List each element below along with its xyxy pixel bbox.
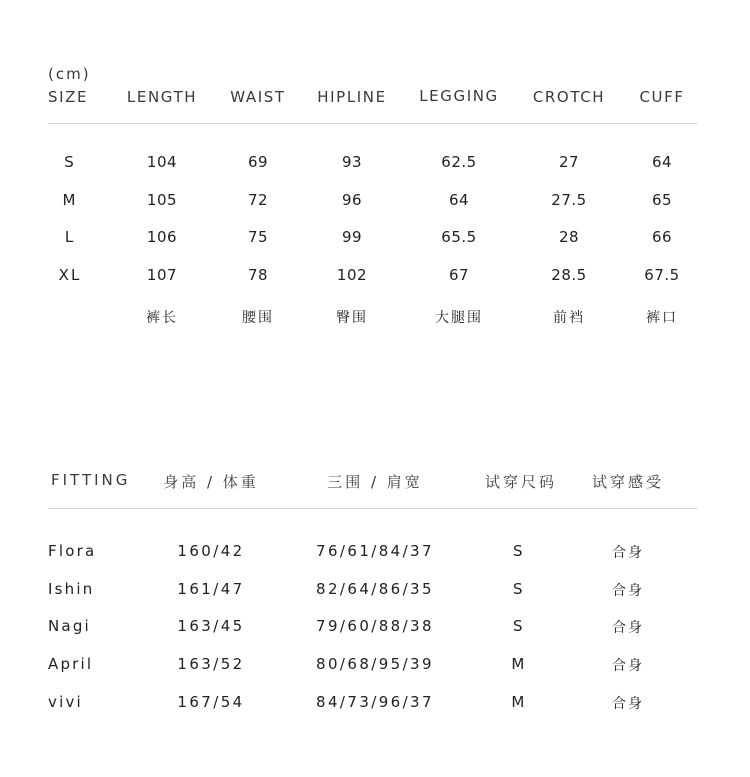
size-cell-crotch: 28 [558,228,580,246]
fitting-cell-trial-feel: 合身 [612,696,644,712]
fitting-cell-trial-feel: 合身 [612,658,644,674]
size-cell-cuff: 65 [651,191,673,209]
fitting-cell-trial-size: S [513,617,525,635]
size-cell-cuff: 66 [651,228,673,246]
header-measurements: 三围 / 肩宽 [327,473,423,491]
size-cell-length: 105 [146,191,178,209]
size-cell-waist: 75 [247,228,269,246]
fitting-cell-trial-feel: 合身 [612,620,644,636]
cn-label-length: 裤长 [146,310,178,326]
header-cuff: CUFF [639,88,685,106]
cn-label-crotch: 前裆 [553,310,585,326]
size-cell-hipline: 96 [341,191,363,209]
unit-label: (cm) [48,65,91,83]
size-cell-size: M [62,191,78,209]
header-hipline: HIPLINE [317,88,387,106]
fitting-cell-trial-size: M [511,693,527,711]
fitting-cell-height-weight: 161/47 [177,580,245,598]
size-cell-legging: 62.5 [441,153,477,171]
header-trial-size: 试穿尺码 [484,473,558,491]
fitting-cell-trial-size: M [511,655,527,673]
header-legging: LEGGING [419,87,499,105]
fitting-cell-trial-size: S [513,580,525,598]
size-cell-hipline: 102 [336,266,368,284]
fitting-cell-model-name: Ishin [48,580,95,598]
fitting-cell-trial-size: S [513,542,525,560]
fitting-cell-height-weight: 167/54 [177,693,245,711]
size-cell-length: 107 [146,266,178,284]
size-cell-waist: 78 [247,266,269,284]
size-cell-waist: 72 [247,191,269,209]
fitting-cell-model-name: April [48,655,94,673]
header-fitting: FITTING [51,471,131,489]
size-cell-size: L [64,228,76,246]
size-cell-hipline: 93 [341,153,363,171]
size-cell-length: 104 [146,153,178,171]
size-cell-size: XL [58,266,82,284]
size-cell-legging: 65.5 [441,228,477,246]
cn-label-hipline: 臀围 [336,310,368,326]
fitting-cell-measurements: 76/61/84/37 [316,542,434,560]
fitting-cell-measurements: 79/60/88/38 [316,617,434,635]
size-cell-hipline: 99 [341,228,363,246]
header-trial-feel: 试穿感受 [591,473,665,491]
fitting-cell-height-weight: 163/52 [177,655,245,673]
header-crotch: CROTCH [532,88,606,106]
size-cell-legging: 67 [448,266,470,284]
fitting-cell-measurements: 82/64/86/35 [316,580,434,598]
fitting-cell-measurements: 84/73/96/37 [316,693,434,711]
size-cell-size: S [64,153,76,171]
size-cell-legging: 64 [448,191,470,209]
fitting-cell-model-name: Flora [48,542,97,560]
fitting-cell-measurements: 80/68/95/39 [316,655,434,673]
header-size: SIZE [48,88,89,106]
cn-label-cuff: 裤口 [646,310,678,326]
header-divider [48,123,698,124]
cn-label-waist: 腰围 [242,310,274,326]
fitting-cell-model-name: Nagi [48,617,91,635]
header-waist: WAIST [230,88,286,106]
size-cell-waist: 69 [247,153,269,171]
size-cell-crotch: 27 [558,153,580,171]
fitting-cell-model-name: vivi [48,693,83,711]
fitting-cell-height-weight: 160/42 [177,542,245,560]
fitting-divider [48,508,698,509]
cn-label-legging: 大腿围 [435,310,483,326]
size-cell-cuff: 67.5 [644,266,680,284]
fitting-cell-height-weight: 163/45 [177,617,245,635]
fitting-cell-trial-feel: 合身 [612,545,644,561]
fitting-cell-trial-feel: 合身 [612,583,644,599]
size-cell-crotch: 28.5 [551,266,587,284]
header-length: LENGTH [126,88,198,106]
size-cell-cuff: 64 [651,153,673,171]
size-cell-crotch: 27.5 [551,191,587,209]
size-cell-length: 106 [146,228,178,246]
header-height-weight: 身高 / 体重 [163,473,259,491]
